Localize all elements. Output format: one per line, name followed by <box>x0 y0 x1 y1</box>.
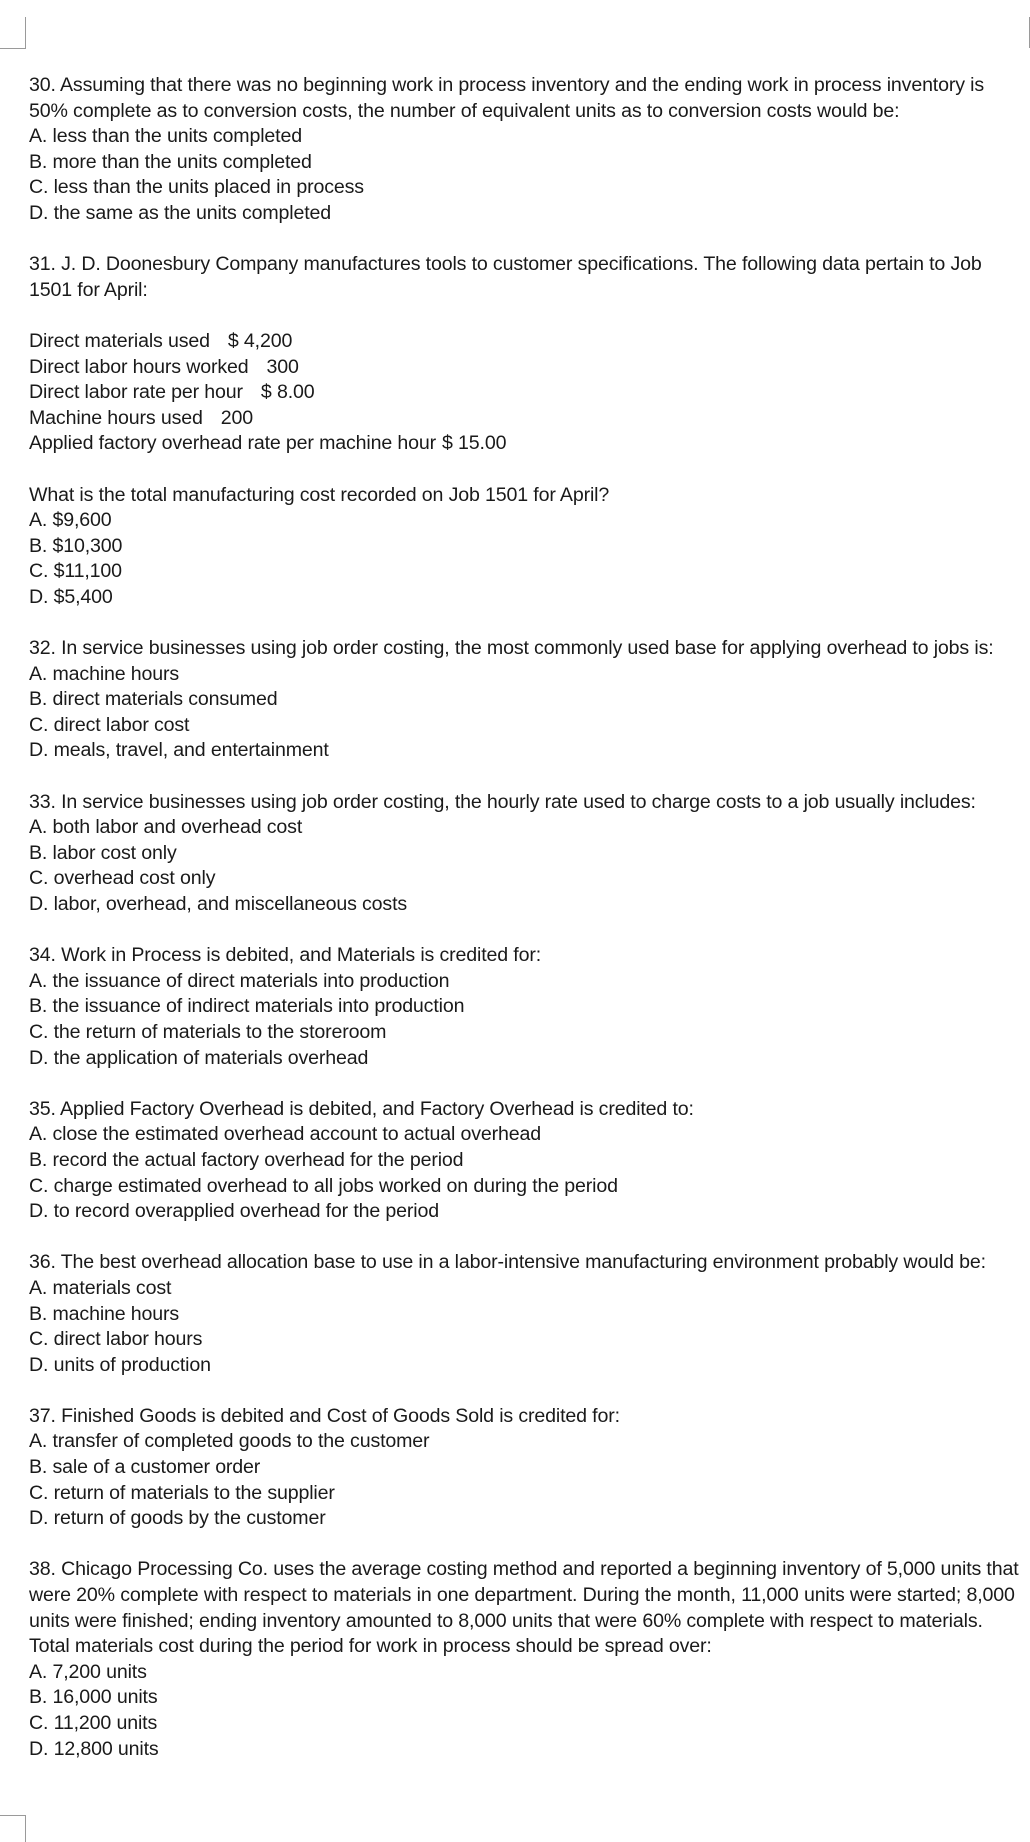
question-stem: 31. J. D. Doonesbury Company manufactures tools to customer specifications. The following data pertain to Job 1501 for April: <box>29 253 982 301</box>
answer-option-c: C. the return of materials to the storeroom <box>29 1020 387 1043</box>
answer-option-b: B. record the actual factory overhead for the period <box>29 1148 464 1171</box>
answer-option-c: C. charge estimated overhead to all jobs worked on during the period <box>29 1174 618 1197</box>
data-label: Direct labor hours worked <box>29 355 249 378</box>
data-row-labor-hours <box>29 355 1028 381</box>
job-data-list <box>29 329 1028 457</box>
answer-option-d: D. units of production <box>29 1353 211 1376</box>
question-37 <box>29 1404 1028 1532</box>
data-value: $ 4,200 <box>227 329 293 352</box>
answer-option-a: A. $9,600 <box>29 509 112 532</box>
answer-option-a: A. materials cost <box>29 1276 172 1299</box>
answer-option-d: D. meals, travel, and entertainment <box>29 739 329 762</box>
question-35 <box>29 1097 1028 1225</box>
question-30 <box>29 73 1028 227</box>
data-value: 300 <box>266 355 299 378</box>
answer-option-d: D. 12,800 units <box>29 1737 159 1760</box>
answer-option-b: B. sale of a customer order <box>29 1456 261 1479</box>
question-33 <box>29 790 1028 918</box>
answer-option-c: C. 11,200 units <box>29 1712 158 1734</box>
answer-option-d: D. the application of materials overhead <box>29 1046 369 1069</box>
data-row-overhead-rate <box>29 431 1028 457</box>
answer-option-b: B. labor cost only <box>29 841 177 864</box>
answer-option-a: A. 7,200 units <box>29 1660 147 1683</box>
answer-option-a: A. less than the units completed <box>29 125 302 148</box>
answer-option-d: D. $5,400 <box>29 585 113 608</box>
answer-option-c: C. return of materials to the supplier <box>29 1481 335 1504</box>
page-corner-top-left <box>0 17 26 49</box>
answer-option-c: C. $11,100 <box>29 560 122 583</box>
answer-option-b: B. more than the units completed <box>29 150 312 173</box>
data-row-labor-rate <box>29 380 1028 406</box>
question-stem: 36. The best overhead allocation base to use in a labor-intensive manufacturing environment probably would be: <box>29 1251 986 1274</box>
answer-option-d: D. labor, overhead, and miscellaneous costs <box>29 893 408 915</box>
question-stem: 37. Finished Goods is debited and Cost of Goods Sold is credited for: <box>29 1404 620 1427</box>
answer-option-a: A. the issuance of direct materials into production <box>29 969 450 992</box>
question-31 <box>29 252 1028 610</box>
data-label: Direct materials used <box>29 329 210 352</box>
answer-option-c: C. overhead cost only <box>29 867 216 890</box>
data-value: $ 15.00 <box>442 432 507 455</box>
data-value: 200 <box>220 406 253 429</box>
data-label: Direct labor rate per hour <box>29 381 243 404</box>
answer-option-a: A. transfer of completed goods to the customer <box>29 1430 430 1453</box>
answer-option-a: A. machine hours <box>29 662 180 685</box>
answer-option-c: C. direct labor hours <box>29 1328 203 1351</box>
answer-option-a: A. both labor and overhead cost <box>29 816 303 839</box>
question-stem: 38. Chicago Processing Co. uses the average costing method and reported a beginning inventory of 5,000 units that were 20% complete with respect to materials in one department. During the month, 11,000 units were started; 8,000 units were finished; ending inventory amounted to 8,000 units that were 60% complete with respect to materials. Total materials cost during the period for work in process should be spread over: <box>29 1558 1019 1658</box>
answer-option-d: D. return of goods by the customer <box>29 1507 326 1530</box>
page-corner-bottom-left <box>0 1815 26 1842</box>
document-body <box>29 73 1028 1788</box>
answer-option-b: B. 16,000 units <box>29 1686 158 1709</box>
answer-option-b: B. direct materials consumed <box>29 688 278 711</box>
data-row-machine-hours <box>29 406 1028 432</box>
question-stem: 34. Work in Process is debited, and Materials is credited for: <box>29 944 541 967</box>
data-row-direct-materials <box>29 329 1028 355</box>
question-stem: 33. In service businesses using job order costing, the hourly rate used to charge costs to a job usually includes: <box>29 790 976 813</box>
question-36 <box>29 1250 1028 1378</box>
question-38 <box>29 1557 1028 1762</box>
answer-option-a: A. close the estimated overhead account to actual overhead <box>29 1123 541 1146</box>
question-stem: 32. In service businesses using job order costing, the most commonly used base for applying overhead to jobs is: <box>29 637 994 660</box>
answer-option-b: B. $10,300 <box>29 534 123 557</box>
data-value: $ 8.00 <box>260 381 315 404</box>
question-32 <box>29 636 1028 764</box>
answer-option-c: C. direct labor cost <box>29 713 190 736</box>
answer-option-b: B. the issuance of indirect materials into production <box>29 995 465 1018</box>
answer-option-d: D. the same as the units completed <box>29 201 332 224</box>
question-stem: 30. Assuming that there was no beginning work in process inventory and the ending work in process inventory is 50% complete as to conversion costs, the number of equivalent units as to conversion costs would be: <box>29 74 985 122</box>
answer-option-b: B. machine hours <box>29 1302 180 1325</box>
question-prompt: What is the total manufacturing cost recorded on Job 1501 for April? <box>29 483 610 506</box>
answer-option-d: D. to record overapplied overhead for the period <box>29 1200 439 1223</box>
question-34 <box>29 943 1028 1071</box>
answer-option-c: C. less than the units placed in process <box>29 176 364 199</box>
question-stem: 35. Applied Factory Overhead is debited, and Factory Overhead is credited to: <box>29 1097 694 1120</box>
data-label: Machine hours used <box>29 406 203 429</box>
data-label: Applied factory overhead rate per machine hour <box>29 432 436 455</box>
